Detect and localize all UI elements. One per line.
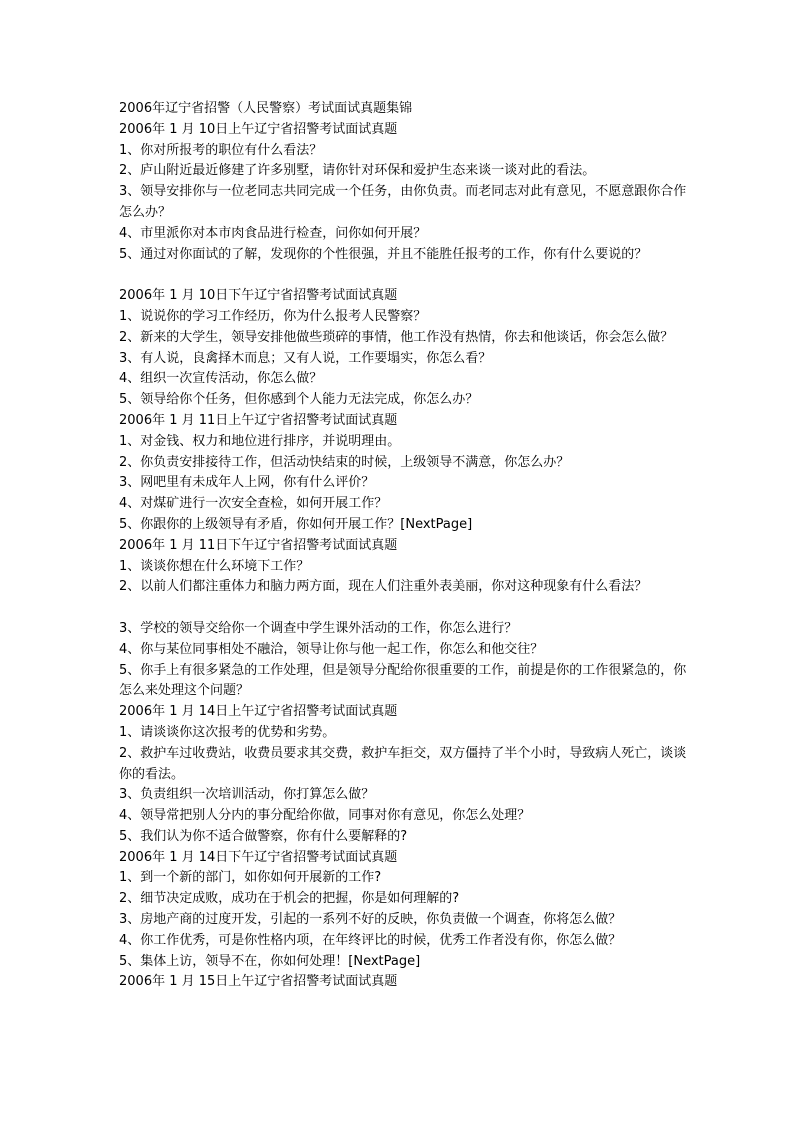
- document-title: 2006年辽宁省招警（人民警察）考试面试真题集锦: [119, 101, 413, 116]
- section-heading: 2006年 1 月 11日下午辽宁省招警考试面试真题: [119, 537, 398, 553]
- blank-line: [119, 598, 689, 619]
- question-item: 5、集体上访，领导不在，你如何处理！[NextPage]: [119, 953, 421, 969]
- document-page: [119, 99, 689, 993]
- question-item: 4、你与某位同事相处不融洽，领导让你与他一起工作，你怎么和他交往？: [119, 641, 544, 657]
- question-item: 1、你对所报考的职位有什么看法？: [119, 142, 323, 158]
- question-item: 5、你手上有很多紧急的工作处理，但是领导分配给你很重要的工作，前提是你的工作很紧急的，你怎么来处理这个问题？: [119, 662, 687, 699]
- question-item: 2、救护车过收费站，收费员要求其交费，救护车拒交，双方僵持了半个小时，导致病人死亡，谈谈你的看法。: [119, 745, 687, 782]
- question-item: 4、组织一次宣传活动，你怎么做？: [119, 371, 323, 387]
- question-item: 2、以前人们都注重体力和脑力两方面，现在人们注重外表美丽，你对这种现象有什么看法？: [119, 579, 648, 595]
- question-item: 5、领导给你个任务，但你感到个人能力无法完成，你怎么办？: [119, 392, 479, 408]
- question-item: 1、请谈谈你这次报考的优势和劣势。: [119, 724, 336, 740]
- question-item: 1、谈谈你想在什么环境下工作？: [119, 558, 310, 574]
- question-item: 3、领导安排你与一位老同志共同完成一个任务，由你负责。而老同志对此有意见，不愿意跟你合作怎么办？: [119, 184, 687, 220]
- question-item: 1、到一个新的部门，如你如何开展新的工作?: [119, 870, 382, 886]
- question-item: 5、我们认为你不适合做警察，你有什么要解释的?: [119, 828, 408, 844]
- question-item: 5、通过对你面试的了解，发现你的个性很强，并且不能胜任报考的工作，你有什么要说的？: [119, 246, 648, 262]
- question-item: 3、负责组织一次培训活动，你打算怎么做？: [119, 787, 375, 803]
- section-heading: 2006年 1 月 10日下午辽宁省招警考试面试真题: [119, 288, 398, 304]
- question-item: 2、你负责安排接待工作，但活动快结束的时候，上级领导不满意，你怎么办？: [119, 454, 570, 470]
- section-heading: 2006年 1 月 14日下午辽宁省招警考试面试真题: [119, 849, 398, 865]
- question-item: 1、说说你的学习工作经历，你为什么报考人民警察？: [119, 308, 427, 324]
- blank-line: [119, 265, 689, 286]
- question-item: 5、你跟你的上级领导有矛盾，你如何开展工作？[NextPage]: [119, 516, 473, 532]
- section-heading: 2006年 1 月 10日上午辽宁省招警考试面试真题: [119, 121, 398, 137]
- section-heading: 2006年 1 月 14日上午辽宁省招警考试面试真题: [119, 704, 398, 720]
- question-item: 1、对金钱、权力和地位进行排序，并说明理由。: [119, 433, 401, 449]
- question-item: 3、网吧里有未成年人上网，你有什么评价？: [119, 475, 375, 491]
- question-item: 4、对煤矿进行一次安全查检，如何开展工作？: [119, 496, 388, 512]
- question-item: 3、房地产商的过度开发，引起的一系列不好的反映，你负责做一个调查，你将怎么做？: [119, 912, 622, 928]
- question-item: 3、有人说，良禽择木而息；又有人说，工作要塌实，你怎么看？: [119, 350, 492, 366]
- question-item: 2、细节决定成败，成功在于机会的把握，你是如何理解的?: [119, 891, 460, 907]
- section-heading: 2006年 1 月 11日上午辽宁省招警考试面试真题: [119, 412, 398, 428]
- question-item: 4、你工作优秀，可是你性格内项，在年终评比的时候，优秀工作者没有你，你怎么做？: [119, 932, 622, 948]
- question-item: 2、庐山附近最近修建了许多别墅，请你针对环保和爱护生态来谈一谈对此的看法。: [119, 163, 596, 179]
- question-item: 4、市里派你对本市肉食品进行检查，问你如何开展？: [119, 225, 427, 241]
- question-item: 2、新来的大学生，领导安排他做些琐碎的事情，他工作没有热情，你去和他谈话，你会怎么做？: [119, 329, 674, 345]
- section-heading: 2006年 1 月 15日上午辽宁省招警考试面试真题: [119, 974, 398, 990]
- question-item: 4、领导常把别人分内的事分配给你做，同事对你有意见，你怎么处理？: [119, 808, 531, 824]
- question-item: 3、学校的领导交给你一个调查中学生课外活动的工作，你怎么进行？: [119, 620, 518, 636]
